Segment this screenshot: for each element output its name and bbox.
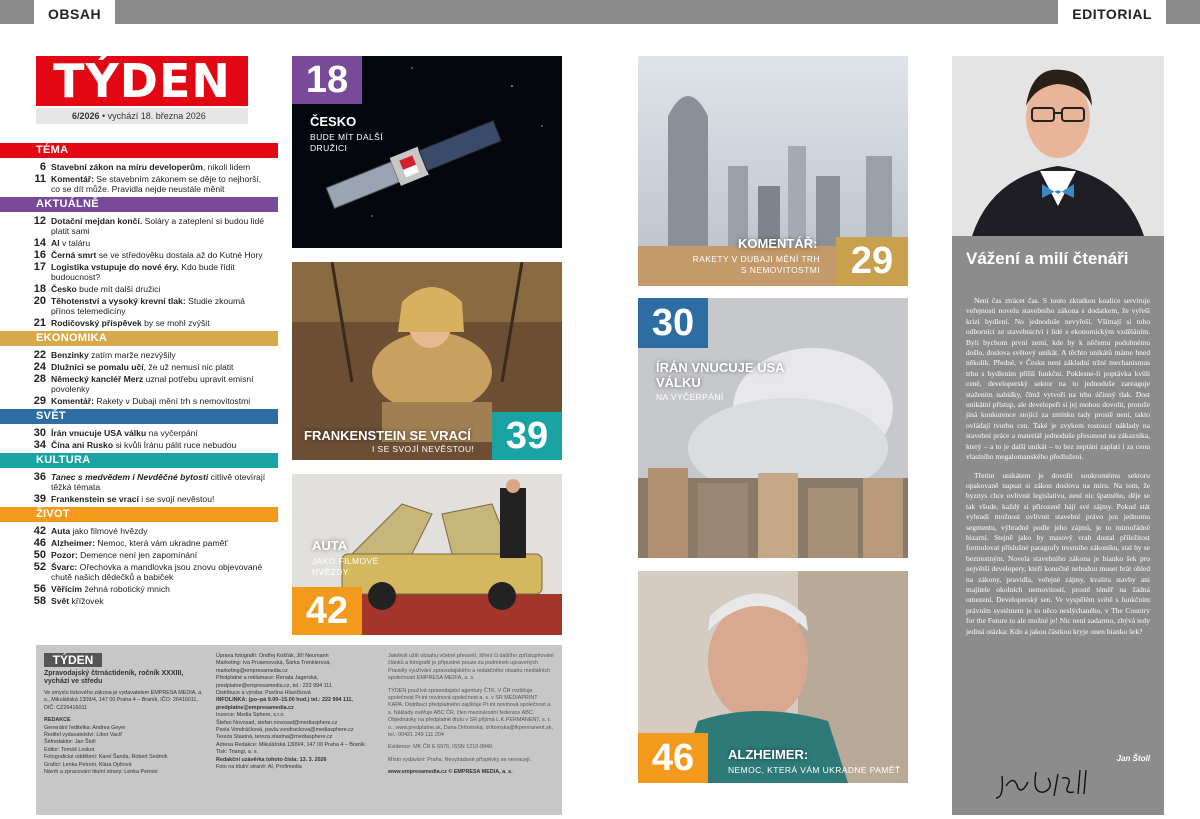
toc-entry-bold: Věřícím (51, 584, 83, 594)
toc-entry-bold: Alzheimer: (51, 538, 95, 548)
toc-page-number: 12 (33, 215, 46, 227)
colophon-line: Tisk: Triangl, a. s. (216, 749, 259, 756)
toc-entry[interactable] (0, 350, 278, 360)
toc-entry-bold: Pozor: (51, 550, 78, 560)
toc-page-number: 34 (33, 439, 46, 451)
tile-title: ÍRÁN VNUCUJE USA VÁLKU (656, 360, 785, 390)
toc-entry-bold: Německý kancléř Merz (51, 374, 144, 384)
toc-page-number: 58 (33, 595, 46, 607)
toc-entry-bold: Dotační mejdan končí. (51, 216, 143, 226)
toc-section-zivot: ŽIVOT (0, 507, 278, 522)
colophon-line: TÝDEN používá zpravodajství agentury ČTK. V ČR rozšiřuje společnost Pr.int novinová společnost a. s. v SR MEDIAPRINT KAPA. Distribuci předplatného zajišťuje Pr.int novinová společnost a. s. Náklady ověřuje ABC ČR, člen mezinárodní federace ABC. Objednávky na předplatné titulu v SR přijímá L.K.PERMANENT, s. r. o., www.predplatne.sk, Dana Drítomská, drítomska@lkpermanent.sk, tel.: 00421 249 111 204 (388, 687, 553, 739)
toc-entry-text: křížovek (69, 596, 104, 606)
feature-tile-komentar[interactable] (638, 56, 908, 286)
toc-section-aktualne: AKTUÁLNĚ (0, 197, 278, 212)
issue-date: • vychází 18. března 2026 (99, 111, 206, 121)
toc-entry-text: Se stavebním zákonem se děje to nejhorší, co se dít může. Pravidla nejde neustále měnit (51, 174, 262, 194)
toc-entry-text: bude mít další družici (76, 284, 161, 294)
colophon-line: Fotografické oddělení: Karel Šanda, Robert Sedmík (44, 754, 168, 761)
toc-entry[interactable] (0, 526, 278, 536)
toc-entry-text: v taláru (59, 238, 91, 248)
editor-portrait-image (952, 56, 1164, 236)
toc-entry-text: Kdo bude řídit budoucnost? (51, 262, 235, 282)
toc-entry-bold: Auta (51, 526, 71, 536)
feature-tile-auta[interactable] (292, 474, 562, 635)
toc-page-number: 24 (33, 361, 46, 373)
colophon-tagline: Zpravodajský čtrnáctideník, ročník XXXIII, vychází ve středu (44, 670, 184, 685)
toc-entry-text: se ve středověku dostala až do Kutné Hory (96, 250, 263, 260)
toc-entry-bold: Švarc: (51, 562, 78, 572)
colophon-website: www.empresamedia.cz © EMPRESA MEDIA, a. s. (388, 769, 513, 776)
toc-entry[interactable] (0, 538, 278, 548)
colophon-line: Editor: Tomáš Loskot (44, 746, 95, 753)
editorial-paragraph: Není čas ztrácet čas. S touto zkratkou koalice servíruje veřejnosti novelu stavebního zákona s dodatkem, že vyřeší krizi bydlení. No jednoduše nevyřeší. Všímají si toho odborníci ze stavebnictví i lidé s ekonomickým vzděláním. Byli bychom první zemí, kde by k něčemu podobnému došlo, doslova světový unikát. A těchto unikátů máme hned několik. Předně, v Česku není základní tržní mechanismus trhu s bydlením příliš funkční. Poklesne-li poptávka kvůli ceně, developerský sektor na to jednoduše zareaguje stažením nabídky, čímž vytvoří na trhu účinný tlak. Dost unikátní přístup, ale developeři si jej mohou dovolit, protože jiná konkurence stojící za zmínku tady prostě není, takto ovládají tvorbu cen. Také je zvykem rostoucí náklady na stavební práce a materiál jednoduše přesunout na zákazníka, který – a to je další unikát – to bez zeptání zaplatí i za cenu vlastního megalomanského předlužení. (966, 296, 1150, 462)
toc-page-number: 17 (33, 261, 46, 273)
tile-subtitle: JAKO FILMOVÉ HVĚZDY (312, 556, 379, 577)
colophon-line: Redakční uzávěrka tohoto čísla: 13. 3. 2026 (216, 756, 327, 763)
toc-page-number: 52 (33, 561, 46, 573)
toc-entry-text: Nemoc, která vám ukradne paměť (94, 538, 228, 548)
toc-section-tema: TÉMA (0, 143, 278, 158)
top-bar (0, 0, 1200, 24)
toc-entry-bold: Rodičovský příspěvek (51, 318, 142, 328)
toc-entry[interactable] (0, 396, 278, 406)
colophon-line: Šéfredaktor: Jan Štoll (44, 739, 96, 746)
colophon-line: Jakékoli užití obsahu včetně převzetí, šíření či dalšího zpřístupňování článků a fotografií je přípustné pouze za podmínek upravených Pravidly využívání zpravodajského a redakčního obsahu mediálních společností EMPRESA MEDIA, a. s. (388, 653, 554, 682)
tile-subtitle: NEMOC, KTERÁ VÁM UKRADNE PAMĚŤ (728, 765, 901, 775)
toc-entry[interactable] (0, 250, 278, 260)
toc-entry-text: Soláry a zateplení si budou lidé platit sami (51, 216, 265, 236)
magazine-logo: TÝDEN (36, 56, 248, 106)
toc-page-number: 50 (33, 549, 46, 561)
colophon-line: Adresa Redakce: Mikulášská 1309/4, 147 00 Praha 4 – Braník (216, 741, 365, 748)
toc-entry[interactable] (0, 262, 278, 282)
toc-entry-text: na vyčerpání (146, 428, 198, 438)
toc-entry[interactable] (0, 494, 278, 504)
toc-entry[interactable] (0, 596, 278, 606)
page-number-badge: 39 (492, 412, 562, 460)
colophon-column-3 (388, 653, 554, 777)
colophon-publisher: Ve smyslu tiskového zákona je vydavatelem EMPRESA MEDIA, a. s., Mikulášská 1309/4, 147 00 Praha 4 – Braník, IČO: 26416011, DIČ: CZ26416011 (44, 690, 203, 711)
editorial-paragraph: Třetím unikátem je dovolit soukromému sektoru opakovaně napsat si zákon doslova na míru. Na tom, že byznys chce ovlivnit legislativu, není nic špatného, děje se tak všude, každý si přirozeně hájí své zájmy. Pokud stát vyhradí možnost ovlivnit stavební právo jen jednomu segmentu, výhradně podle jeho zájmů, je to mimořádně bizarní. Stejně jako by masový vrah dostal příležitost formulovat příslušné paragrafy trestního zákoníku, stal by se beztrestným. Novela stavebního zákona je bianko šek pro největší developery, kteří konečně nebudou muset brát ohled na zákony, pravidla, veřejné zájmy, kvalitu stavby ani majitele okolních nemovitostí, prostě téměř na žádná omezení. Developerský sen. Ve vyspělém světě s funkčním právním systémem je to něco neslýchaného, v The Country for the Future to ale možné je! Nic není zadarmo, zbývá tedy jediná otázka: Kdo a jakou částkou kryje onen bianko šek? (966, 470, 1150, 636)
toc-page-number: 21 (33, 317, 46, 329)
colophon (36, 645, 562, 815)
toc-page-number: 6 (39, 161, 46, 173)
colophon-line: Marketing: Iva Prusenovská, Šárka Trenklerová, marketing@empresamedia.cz (216, 660, 331, 674)
toc-entry[interactable] (0, 174, 278, 194)
editorial-article (952, 236, 1164, 815)
tile-subtitle: I SE SVOJÍ NEVĚSTOU! (372, 444, 475, 454)
toc-entry-bold: Těhotenství a vysoký krevní tlak: (51, 296, 186, 306)
toc-entry-bold: Komentář: (51, 396, 94, 406)
toc-page-number: 42 (33, 525, 46, 537)
toc-entry[interactable] (0, 428, 278, 438)
toc-entry-bold: Benzinky (51, 350, 89, 360)
toc-entry-bold: Frankenstein se vrací (51, 494, 139, 504)
handwritten-signature-icon (992, 764, 1102, 804)
toc-entry[interactable] (0, 440, 278, 450)
colophon-line: Generální ředitelka: Andrea Geyer (44, 724, 126, 731)
toc-entry-bold: Tanec s medvědem i Nevděčné bytosti (51, 472, 209, 482)
toc-entry-text: si kvůli Íránu pálit ruce nebudou (113, 440, 237, 450)
toc-entry[interactable] (0, 162, 278, 172)
toc-section-kultura: KULTURA (0, 453, 278, 468)
toc-entry-text: , nikoli lidem (202, 162, 251, 172)
toc-entry-text: žehná robotický mnich (82, 584, 170, 594)
colophon-line: Úprava fotografií: Ondřej Košťák, Jiří Neumann (216, 653, 329, 659)
tile-subtitle: RAKETY V DUBAJI MĚNÍ TRH S NEMOVITOSTMI (692, 254, 820, 275)
toc-page-number: 29 (33, 395, 46, 407)
toc-page-number: 22 (33, 349, 46, 361)
toc-page-number: 36 (33, 471, 46, 483)
section-tab-contents: OBSAH (34, 0, 115, 28)
toc-page-number: 30 (33, 427, 46, 439)
issue-number: 6/2026 (72, 111, 100, 121)
toc-entry[interactable] (0, 362, 278, 372)
toc-section-svet: SVĚT (0, 409, 278, 424)
tile-title: KOMENTÁŘ: (738, 236, 818, 251)
page-number-badge: 18 (292, 56, 362, 104)
toc-entry[interactable] (0, 216, 278, 236)
toc-entry-text: Ořechovka a mandlovka jsou znovu objevované chutě našich dědečků a babiček (51, 562, 263, 582)
toc-page-number: 16 (33, 249, 46, 261)
table-of-contents (0, 140, 278, 608)
toc-entry[interactable] (0, 374, 278, 394)
tile-title: FRANKENSTEIN SE VRACÍ (304, 428, 471, 443)
toc-entry-text: Demence není jen zapomínání (77, 550, 198, 560)
toc-entry[interactable] (0, 562, 278, 582)
colophon-line: Návrh a zpracování titulní strany: Lenka Petroni (44, 769, 158, 776)
toc-entry-bold: Írán vnucuje USA válku (51, 428, 147, 438)
toc-page-number: 46 (33, 537, 46, 549)
feature-tile-alzheimer[interactable] (638, 571, 908, 783)
page-number-badge: 30 (638, 298, 708, 348)
colophon-line: Pavla Vondráčková, pavla.vondrackova@mediasphere.cz (216, 727, 354, 734)
colophon-logo: TÝDEN (44, 653, 102, 667)
feature-tile-iran[interactable] (638, 298, 908, 558)
colophon-line: Štefan Novosad, stefan.novosad@mediasphere.cz (216, 719, 338, 726)
toc-entry[interactable] (0, 550, 278, 560)
editorial-signature-name: Jan Štoll (1116, 754, 1150, 763)
toc-entry[interactable] (0, 472, 278, 492)
feature-tile-frankenstein[interactable] (292, 262, 562, 460)
colophon-line: INFOLINKA: (po–pá 9.00–15.00 hod.) tel.: 222 994 111, predplatne@empresamedia.cz (216, 697, 353, 711)
toc-entry-bold: AI (51, 238, 60, 248)
toc-entry-text: by se mohl zvýšit (141, 318, 210, 328)
toc-entry-bold: Svět (51, 596, 70, 606)
toc-entry-text: i se svojí nevěstou! (138, 494, 215, 504)
toc-entry[interactable] (0, 284, 278, 294)
colophon-line: Foto na titulní straně: AI, Profimedia (216, 764, 302, 771)
toc-entry[interactable] (0, 238, 278, 248)
colophon-line: Tereza Stastná, tereza.stastna@mediasphere.cz (216, 734, 333, 741)
toc-entry[interactable] (0, 584, 278, 594)
editor-portrait (952, 56, 1164, 236)
toc-entry-bold: Komentář: (51, 174, 94, 184)
page-number-badge: 42 (292, 587, 362, 635)
toc-entry-bold: Logistika vstupuje do nové éry. (51, 262, 179, 272)
page-number-badge: 46 (638, 733, 708, 783)
tile-subtitle: BUDE MÍT DALŠÍ DRUŽICI (310, 132, 383, 153)
toc-entry-bold: Černá smrt (51, 250, 97, 260)
toc-entry-text: zatím marže nezvýšily (88, 350, 176, 360)
editorial-title: Vážení a milí čtenáři (966, 249, 1129, 268)
toc-page-number: 14 (33, 237, 46, 249)
toc-page-number: 18 (33, 283, 46, 295)
colophon-line: Inzerce: Media Sphere, s.r.o. (216, 712, 285, 719)
colophon-line: Místo vydávání: Praha. Nevyžádané příspěvky se nevracejí. (388, 756, 532, 763)
toc-entry[interactable] (0, 318, 278, 328)
section-tab-editorial: EDITORIAL (1058, 0, 1166, 28)
toc-entry-bold: Stavební zákon na míru developerům (51, 162, 203, 172)
tile-subtitle: NA VYČERPÁNÍ (656, 392, 724, 402)
tile-title: ALZHEIMER: (728, 747, 809, 762)
colophon-line: Grafici: Lenka Petroni, Klára Opltová (44, 761, 132, 768)
tile-title: AUTA (312, 538, 348, 553)
toc-page-number: 28 (33, 373, 46, 385)
toc-page-number: 39 (33, 493, 46, 505)
colophon-line: Evidence: MK ČR E 6976, ISSN 1210-9940. (388, 744, 494, 751)
colophon-redakce-head: REDAKCE (44, 717, 71, 724)
toc-page-number: 56 (33, 583, 46, 595)
toc-entry-text: citlivě otevírají těžká témata (51, 472, 266, 492)
colophon-line: Distribuce a výroba: Pavlína Hlavičková (216, 690, 311, 697)
editorial-text (966, 296, 1150, 645)
feature-tile-cesko[interactable] (292, 56, 562, 248)
colophon-line: Ředitel vydavatelství: Libor Vacíř (44, 732, 123, 739)
tile-title: ČESKO (310, 114, 357, 129)
toc-section-ekonomika: EKONOMIKA (0, 331, 278, 346)
toc-entry-text: uznal potřebu upravit emisní povolenky (51, 374, 254, 394)
toc-page-number: 20 (33, 295, 46, 307)
toc-entry-bold: Česko (51, 284, 77, 294)
toc-entry-text: jako filmové hvězdy (70, 526, 148, 536)
toc-entry-text: Rakety v Dubaji mění trh s nemovitostmi (93, 396, 251, 406)
colophon-column-1 (44, 653, 206, 776)
issue-info (36, 108, 248, 124)
toc-page-number: 11 (34, 173, 46, 185)
colophon-column-2 (216, 653, 376, 772)
page-number-badge: 29 (836, 237, 908, 286)
toc-entry-bold: Čína ani Rusko (51, 440, 114, 450)
colophon-line: Předplatné a reklamace: Renata Jagerská, predplatne@empresamedia.cz, tel.: 222 994 111 (216, 675, 332, 689)
toc-entry-bold: Dlužníci se pomalu učí (51, 362, 144, 372)
toc-entry-text: , že už nemusí nic platit (143, 362, 234, 372)
toc-entry-text: Studie zkoumá přínos telemedicíny (51, 296, 245, 316)
toc-entry[interactable] (0, 296, 278, 316)
